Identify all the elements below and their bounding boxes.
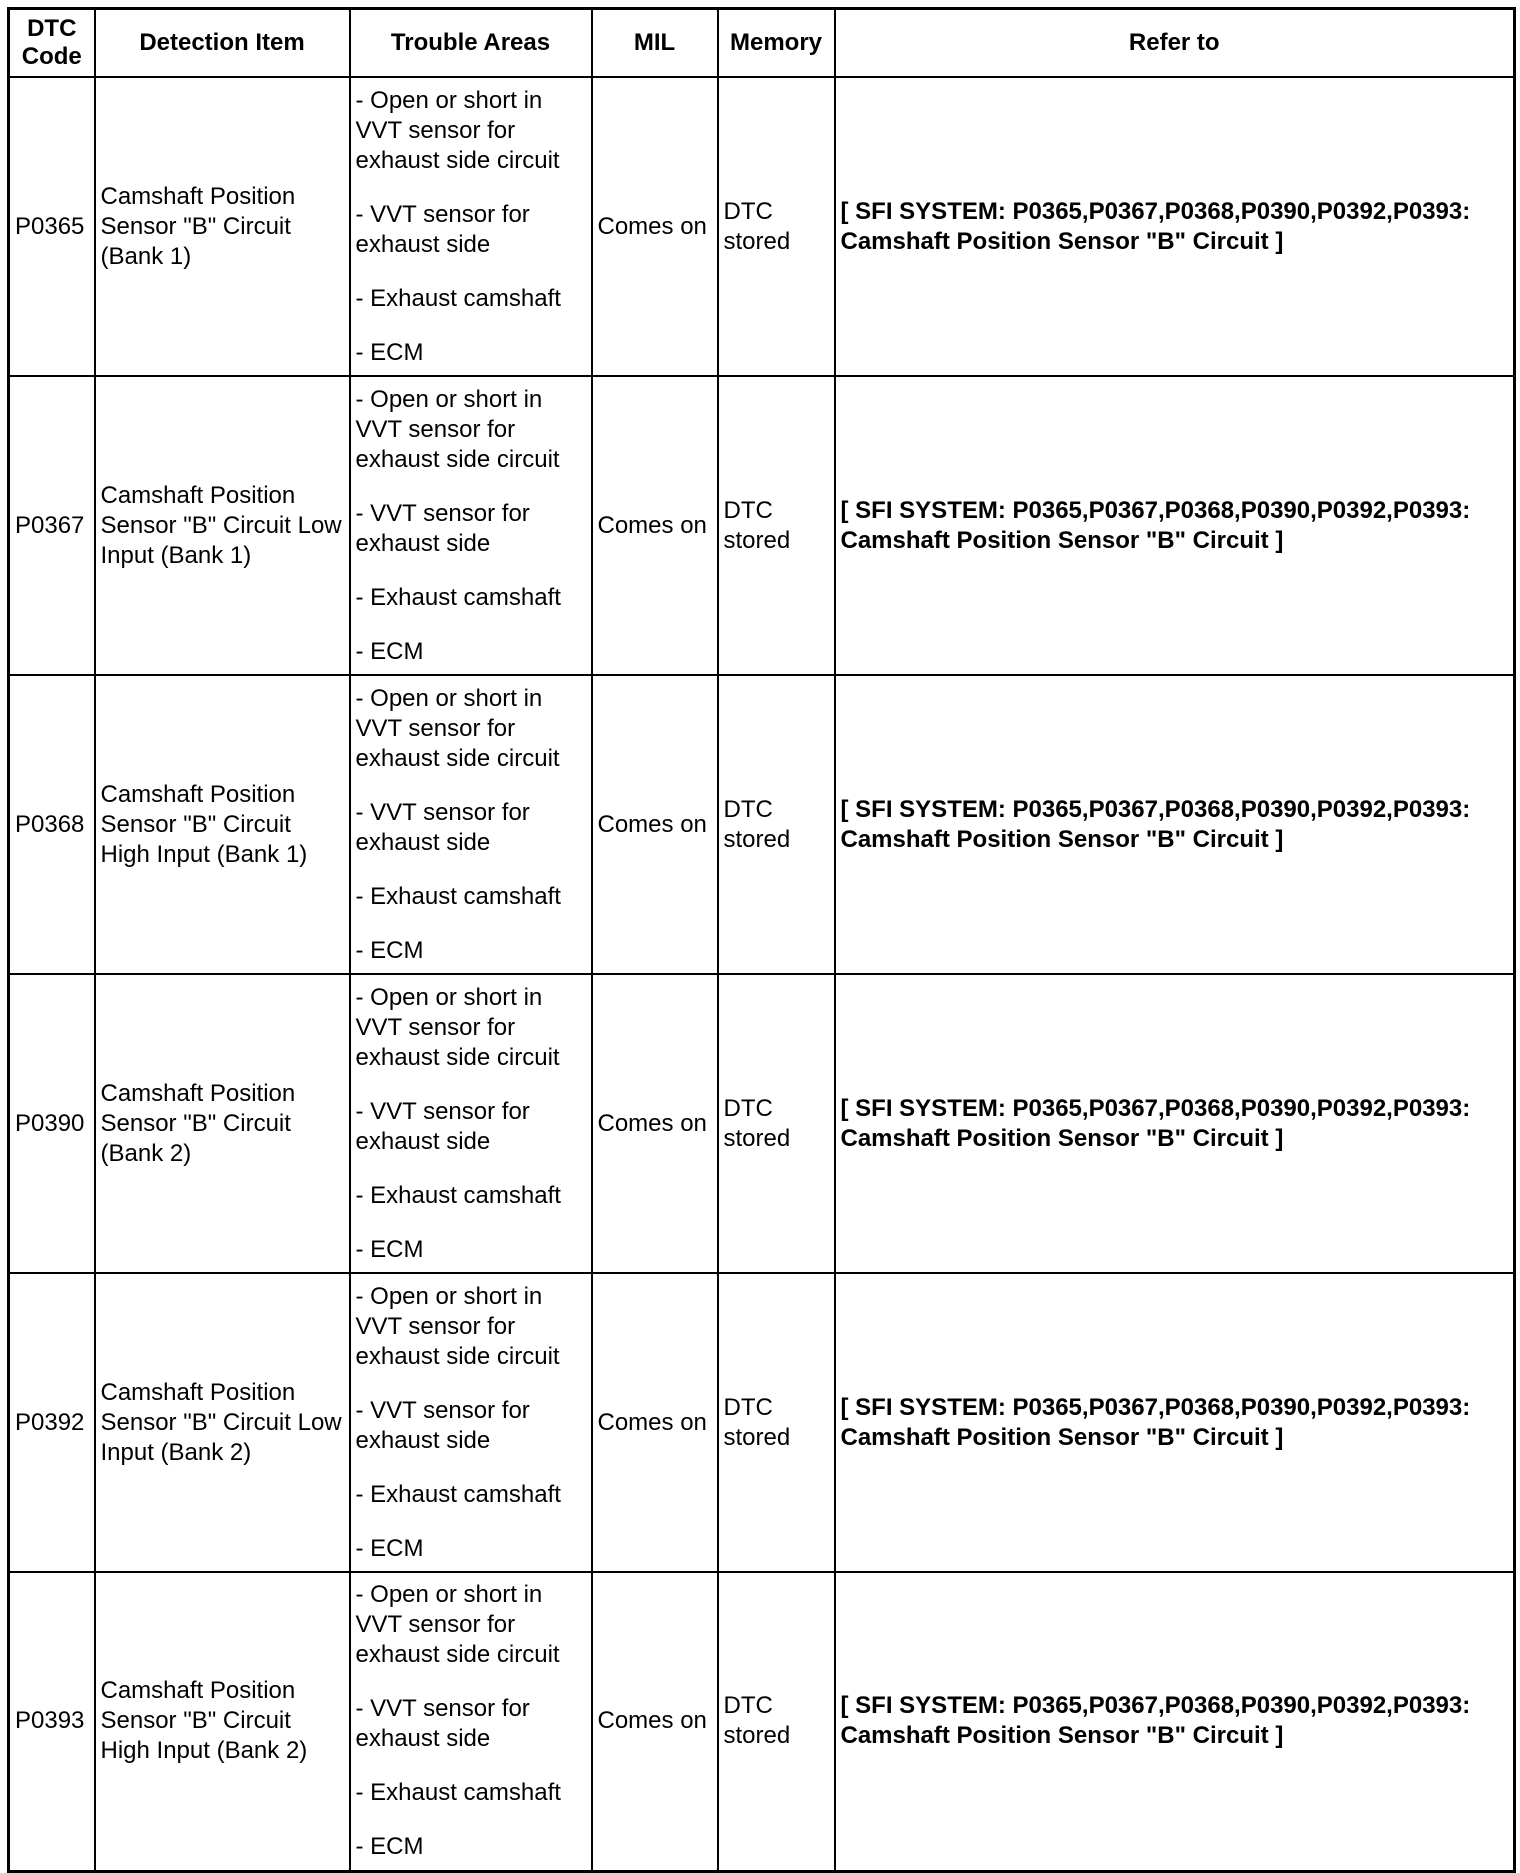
detection-item-cell: Camshaft Position Sensor "B" Circuit (Bank 2)	[95, 974, 350, 1273]
trouble-area-item: - Exhaust camshaft	[355, 882, 561, 910]
detection-item-cell: Camshaft Position Sensor "B" Circuit High Input (Bank 1)	[95, 675, 350, 974]
trouble-area-item: - Open or short in VVT sensor for exhaust side circuit	[355, 1282, 560, 1370]
refer-to-cell	[835, 974, 1515, 1273]
refer-link-line2[interactable]: Camshaft Position Sensor "B" Circuit ]	[840, 1423, 1284, 1451]
trouble-areas-cell	[350, 675, 592, 974]
trouble-areas-cell	[350, 1273, 592, 1572]
trouble-area-item: - Open or short in VVT sensor for exhaust side circuit	[355, 1581, 560, 1669]
trouble-area-item: - VVT sensor for exhaust side	[355, 1097, 530, 1155]
memory-cell: DTC stored	[718, 974, 835, 1273]
detection-item-cell: Camshaft Position Sensor "B" Circuit Low Input (Bank 1)	[95, 376, 350, 675]
header-trouble-areas: Trouble Areas	[350, 9, 592, 78]
trouble-area-item: - Exhaust camshaft	[355, 583, 561, 611]
table-row	[9, 1572, 1515, 1871]
trouble-area-item: - VVT sensor for exhaust side	[355, 1695, 530, 1753]
trouble-areas-cell	[350, 376, 592, 675]
refer-link-line2[interactable]: Camshaft Position Sensor "B" Circuit ]	[840, 1722, 1284, 1750]
memory-cell: DTC stored	[718, 77, 835, 376]
trouble-area-item: - ECM	[355, 1235, 424, 1263]
dtc-code-cell: P0393	[9, 1572, 95, 1871]
refer-link-line1[interactable]: [ SFI SYSTEM: P0365,P0367,P0368,P0390,P0392,P0393:	[840, 496, 1471, 524]
header-memory: Memory	[718, 9, 835, 78]
dtc-code-cell: P0365	[9, 77, 95, 376]
mil-cell: Comes on	[592, 974, 718, 1273]
refer-link-line1[interactable]: [ SFI SYSTEM: P0365,P0367,P0368,P0390,P0392,P0393:	[840, 1393, 1471, 1421]
table-row	[9, 675, 1515, 974]
trouble-area-item: - VVT sensor for exhaust side	[355, 200, 530, 258]
trouble-areas-cell	[350, 1572, 592, 1871]
refer-link-line1[interactable]: [ SFI SYSTEM: P0365,P0367,P0368,P0390,P0392,P0393:	[840, 197, 1471, 225]
trouble-area-item: - ECM	[355, 637, 424, 665]
detection-item-cell: Camshaft Position Sensor "B" Circuit High Input (Bank 2)	[95, 1572, 350, 1871]
mil-cell: Comes on	[592, 675, 718, 974]
trouble-area-item: - VVT sensor for exhaust side	[355, 499, 530, 557]
mil-cell: Comes on	[592, 1273, 718, 1572]
table-row	[9, 77, 1515, 376]
refer-to-cell	[835, 1572, 1515, 1871]
refer-link-line2[interactable]: Camshaft Position Sensor "B" Circuit ]	[840, 227, 1284, 255]
mil-cell: Comes on	[592, 77, 718, 376]
memory-cell: DTC stored	[718, 675, 835, 974]
refer-to-cell	[835, 376, 1515, 675]
trouble-area-item: - VVT sensor for exhaust side	[355, 798, 530, 856]
table-row	[9, 1273, 1515, 1572]
memory-cell: DTC stored	[718, 1572, 835, 1871]
refer-link-line2[interactable]: Camshaft Position Sensor "B" Circuit ]	[840, 825, 1284, 853]
refer-to-cell	[835, 77, 1515, 376]
trouble-area-item: - Open or short in VVT sensor for exhaust side circuit	[355, 86, 560, 174]
trouble-area-item: - ECM	[355, 338, 424, 366]
header-dtc-code: DTC Code	[9, 9, 95, 78]
trouble-area-item: - Open or short in VVT sensor for exhaust side circuit	[355, 385, 560, 473]
refer-to-cell	[835, 675, 1515, 974]
trouble-area-item: - Exhaust camshaft	[355, 1779, 561, 1807]
dtc-code-cell: P0390	[9, 974, 95, 1273]
trouble-area-item: - Open or short in VVT sensor for exhaust side circuit	[355, 983, 560, 1071]
detection-item-cell: Camshaft Position Sensor "B" Circuit Low Input (Bank 2)	[95, 1273, 350, 1572]
refer-link-line1[interactable]: [ SFI SYSTEM: P0365,P0367,P0368,P0390,P0392,P0393:	[840, 1692, 1471, 1720]
dtc-code-cell: P0367	[9, 376, 95, 675]
mil-cell: Comes on	[592, 376, 718, 675]
mil-cell: Comes on	[592, 1572, 718, 1871]
table-row	[9, 974, 1515, 1273]
header-refer-to: Refer to	[835, 9, 1515, 78]
refer-link-line1[interactable]: [ SFI SYSTEM: P0365,P0367,P0368,P0390,P0392,P0393:	[840, 795, 1471, 823]
trouble-area-item: - Open or short in VVT sensor for exhaust side circuit	[355, 684, 560, 772]
trouble-area-item: - Exhaust camshaft	[355, 1480, 561, 1508]
table-header-row	[9, 9, 1515, 78]
trouble-area-item: - ECM	[355, 936, 424, 964]
trouble-area-item: - Exhaust camshaft	[355, 284, 561, 312]
memory-cell: DTC stored	[718, 376, 835, 675]
dtc-table	[7, 7, 1516, 1873]
trouble-areas-cell	[350, 77, 592, 376]
dtc-code-cell: P0392	[9, 1273, 95, 1572]
header-detection-item: Detection Item	[95, 9, 350, 78]
refer-link-line2[interactable]: Camshaft Position Sensor "B" Circuit ]	[840, 1124, 1284, 1152]
dtc-code-cell: P0368	[9, 675, 95, 974]
trouble-area-item: - ECM	[355, 1833, 424, 1861]
trouble-area-item: - Exhaust camshaft	[355, 1181, 561, 1209]
refer-link-line1[interactable]: [ SFI SYSTEM: P0365,P0367,P0368,P0390,P0392,P0393:	[840, 1094, 1471, 1122]
trouble-areas-cell	[350, 974, 592, 1273]
refer-to-cell	[835, 1273, 1515, 1572]
header-mil: MIL	[592, 9, 718, 78]
memory-cell: DTC stored	[718, 1273, 835, 1572]
trouble-area-item: - ECM	[355, 1534, 424, 1562]
table-row	[9, 376, 1515, 675]
refer-link-line2[interactable]: Camshaft Position Sensor "B" Circuit ]	[840, 526, 1284, 554]
trouble-area-item: - VVT sensor for exhaust side	[355, 1396, 530, 1454]
detection-item-cell: Camshaft Position Sensor "B" Circuit (Bank 1)	[95, 77, 350, 376]
